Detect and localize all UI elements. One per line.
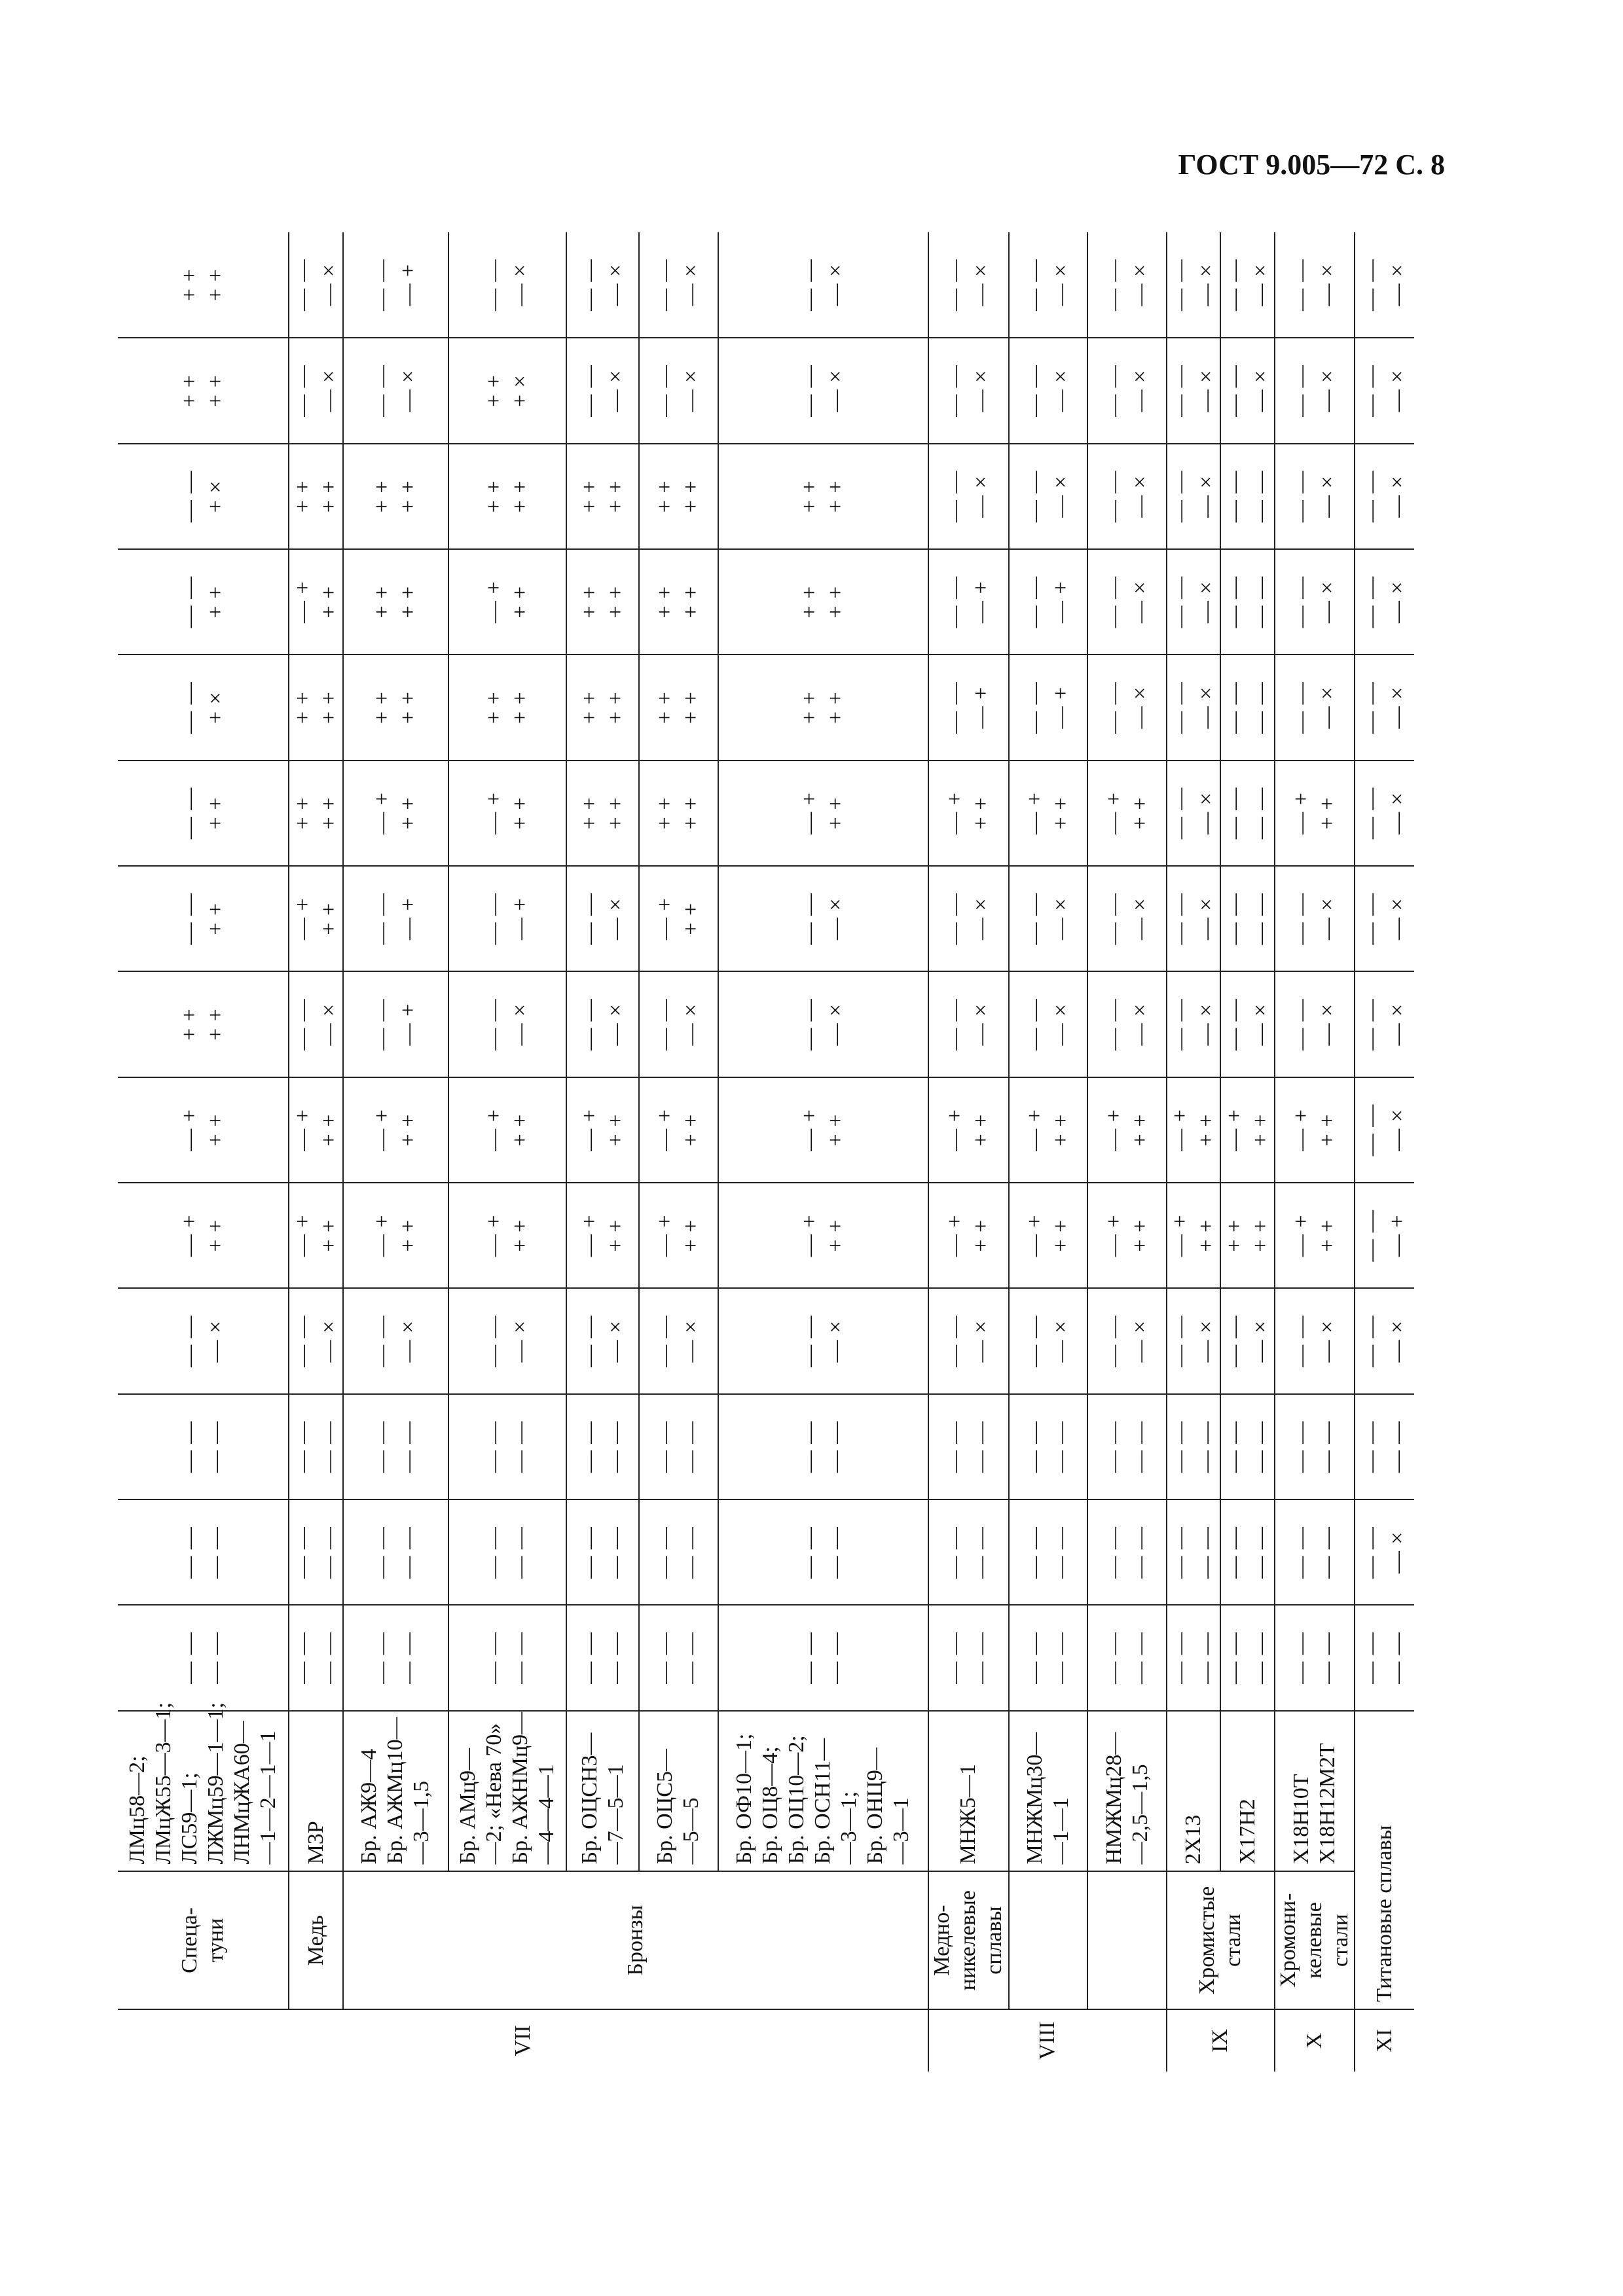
- compatibility-value: — — — —: [1275, 1605, 1355, 1711]
- table-row: [448, 232, 567, 2072]
- compatibility-value: — — — +: [343, 866, 448, 971]
- compatibility-value: — — — ×: [1167, 971, 1220, 1077]
- grade-line: Бр. ОСН11—: [811, 1738, 835, 1865]
- compatibility-value: — — — ×: [1355, 866, 1414, 971]
- compatibility-value: + + + +: [448, 444, 567, 549]
- grade-line: ЛМц58—2;: [125, 1755, 150, 1865]
- compatibility-value: — — — ×: [1220, 1288, 1274, 1393]
- compatibility-value: — + + +: [718, 1183, 929, 1288]
- grade-line: Бр. ОНЦ9—: [863, 1748, 888, 1865]
- grade-line: Бр. АЖ9—4: [357, 1748, 382, 1865]
- compatibility-value: — + + +: [1275, 1183, 1355, 1288]
- compatibility-value: — — — ×: [1167, 866, 1220, 971]
- compatibility-value: + + + +: [448, 655, 567, 760]
- grade-line: М3Р: [303, 1821, 328, 1865]
- compatibility-value: + + + +: [118, 971, 289, 1077]
- grade-line: —1—1: [1049, 1797, 1074, 1865]
- compatibility-value: — — — ×: [1167, 549, 1220, 655]
- compatibility-value: — — — ×: [1355, 1077, 1414, 1183]
- grade-cell: [1009, 1711, 1088, 1872]
- compatibility-value: — + + +: [1167, 1183, 1220, 1288]
- compatibility-value: — — — —: [928, 1394, 1009, 1499]
- compatibility-value: + + + +: [118, 338, 289, 443]
- compatibility-value: — + + +: [1009, 1077, 1088, 1183]
- grade-line: Бр. ОЦСН3—: [577, 1732, 602, 1865]
- compatibility-value: — + + +: [1009, 761, 1088, 866]
- compatibility-value: — — — +: [1009, 549, 1088, 655]
- compatibility-value: — — — —: [718, 1605, 929, 1711]
- grade-line: ЛС59—1;: [177, 1772, 202, 1865]
- compatibility-value: — — — ×: [448, 971, 567, 1077]
- compatibility-value: — — — —: [1275, 1499, 1355, 1605]
- compatibility-value: — — — +: [928, 655, 1009, 760]
- compatibility-value: — — — ×: [1087, 1288, 1167, 1393]
- compatibility-value: — — — —: [1009, 1499, 1088, 1605]
- grade-cell: [1167, 1711, 1220, 1872]
- compatibility-value: — — — ×: [1275, 444, 1355, 549]
- grade-line: ЛНМцЖА60—: [230, 1721, 255, 1865]
- compatibility-value: — — — —: [448, 1394, 567, 1499]
- compatibility-value: — — + ×: [118, 655, 289, 760]
- compatibility-value: — — — —: [1167, 1394, 1220, 1499]
- material-cell: [1009, 1871, 1088, 2009]
- compatibility-value: — — — ×: [566, 338, 639, 443]
- compatibility-value: + + + +: [566, 655, 639, 760]
- material-cell: Медно- никелевые сплавы: [928, 1871, 1009, 2009]
- compatibility-value: — — — —: [1220, 444, 1274, 549]
- compatibility-value: — — — ×: [1087, 232, 1167, 338]
- grade-line: Х18Н10Т: [1289, 1774, 1314, 1865]
- compatibility-value: + + + +: [566, 444, 639, 549]
- compatibility-value: — — — —: [1220, 1394, 1274, 1499]
- compatibility-value: — + + +: [718, 761, 929, 866]
- compatibility-value: — — — ×: [1355, 232, 1414, 338]
- grade-line: Бр. АЖНМц9—: [507, 1712, 532, 1865]
- compatibility-value: — + + +: [928, 1183, 1009, 1288]
- table-row: [289, 232, 342, 2072]
- compatibility-value: — — — ×: [718, 338, 929, 443]
- compatibility-value: — — — ×: [1355, 1288, 1414, 1393]
- compatibility-value: — — — ×: [289, 232, 342, 338]
- group-cell: X: [1275, 2009, 1355, 2072]
- grade-line: МНЖ5—1: [956, 1764, 981, 1865]
- compatibility-value: — — — +: [343, 232, 448, 338]
- compatibility-value: + + + +: [289, 444, 342, 549]
- compatibility-value: + + + +: [566, 549, 639, 655]
- compatibility-value: — + + +: [1220, 1077, 1274, 1183]
- compatibility-value: — — — —: [1355, 1394, 1414, 1499]
- compatibility-value: — — — ×: [928, 866, 1009, 971]
- compatibility-value: — + + +: [718, 1077, 929, 1183]
- grade-line: Бр. АЖМц10—: [383, 1717, 408, 1865]
- grade-cell: [118, 1702, 289, 1872]
- compatibility-value: — — — —: [343, 1605, 448, 1711]
- compatibility-value: + + + +: [639, 444, 718, 549]
- compatibility-value: — — — ×: [1355, 1499, 1414, 1605]
- compatibility-value: + + + +: [289, 655, 342, 760]
- compatibility-value: + + + +: [289, 761, 342, 866]
- compatibility-value: — — — ×: [1355, 761, 1414, 866]
- compatibility-value: + + + +: [718, 549, 929, 655]
- compatibility-value: — — — —: [1087, 1499, 1167, 1605]
- compatibility-value: — — — ×: [289, 1288, 342, 1393]
- compatibility-value: — — — —: [118, 1394, 289, 1499]
- material-cell: Спеца- туни: [118, 1871, 289, 2009]
- table-row: [118, 232, 289, 2072]
- compatibility-value: — + + +: [1275, 1077, 1355, 1183]
- compatibility-value: — + + +: [448, 1183, 567, 1288]
- grade-line: 2Х13: [1181, 1814, 1206, 1865]
- compatibility-value: — + + +: [566, 1077, 639, 1183]
- compatibility-value: + + + +: [639, 761, 718, 866]
- compatibility-value: — — — ×: [718, 866, 929, 971]
- page-header: ГОСТ 9.005—72 С. 8: [1178, 149, 1445, 181]
- table-row: [1355, 232, 1414, 2072]
- compatibility-value: — — — ×: [343, 338, 448, 443]
- compatibility-value: + + + +: [343, 444, 448, 549]
- compatibility-value: — — — ×: [718, 232, 929, 338]
- grade-line: ЛМцЖ55—3—1;: [151, 1702, 176, 1865]
- compatibility-value: — — — ×: [1275, 866, 1355, 971]
- table-row: [343, 232, 448, 2072]
- compatibility-value: — — — ×: [639, 232, 718, 338]
- compatibility-value: — — — —: [718, 1394, 929, 1499]
- compatibility-value: — — — ×: [928, 444, 1009, 549]
- compatibility-value: — + + +: [448, 549, 567, 655]
- compatibility-value: — — — ×: [1087, 338, 1167, 443]
- compatibility-value: — + + +: [289, 1183, 342, 1288]
- compatibility-value: — — — —: [1009, 1394, 1088, 1499]
- compatibility-value: + + + +: [718, 444, 929, 549]
- compatibility-value: — + + +: [1087, 1077, 1167, 1183]
- grade-line: —7—5—1: [603, 1764, 628, 1865]
- compatibility-value: — — — ×: [1167, 444, 1220, 549]
- table-row: [1009, 232, 1088, 2072]
- table-row: [1167, 232, 1220, 2072]
- table-row: [718, 232, 929, 2072]
- compatibility-value: + + + +: [343, 549, 448, 655]
- compatibility-value: — — — —: [343, 1394, 448, 1499]
- table-row: [639, 232, 718, 2072]
- compatibility-value: — — — ×: [639, 1288, 718, 1393]
- compatibility-value: — — — ×: [1009, 338, 1088, 443]
- compatibility-value: — — — ×: [1220, 338, 1274, 443]
- compatibility-value: — + + +: [639, 1077, 718, 1183]
- compatibility-value: — — — —: [1275, 1394, 1355, 1499]
- compatibility-value: — — — —: [1087, 1394, 1167, 1499]
- compatibility-value: — — — —: [448, 1605, 567, 1711]
- compatibility-value: — — — —: [639, 1394, 718, 1499]
- compatibility-value: — — — ×: [1167, 655, 1220, 760]
- compatibility-value: — — — ×: [928, 338, 1009, 443]
- grade-line: —2,5—1,5: [1127, 1764, 1152, 1865]
- compatibility-value: — — — ×: [566, 971, 639, 1077]
- compatibility-value: — + + +: [343, 1077, 448, 1183]
- grade-cell: [928, 1711, 1009, 1872]
- material-cell: Медь: [289, 1871, 342, 2009]
- group-cell: IX: [1167, 2009, 1275, 2072]
- compatibility-value: — — — ×: [1087, 866, 1167, 971]
- compatibility-value: — — — ×: [1275, 655, 1355, 760]
- grade-line: —4—4—1: [534, 1764, 558, 1865]
- compatibility-value: — — — ×: [718, 1288, 929, 1393]
- table-body: [118, 232, 1414, 2072]
- grade-cell: [639, 1711, 718, 1872]
- compatibility-value: — — — ×: [566, 866, 639, 971]
- grade-line: Бр. ОЦ8—4;: [758, 1746, 783, 1865]
- compatibility-value: — — — ×: [1009, 1288, 1088, 1393]
- compatibility-value: — + + +: [343, 761, 448, 866]
- compatibility-value: + + + ×: [448, 338, 567, 443]
- compatibility-value: — — — ×: [1220, 232, 1274, 338]
- grade-line: —3—1;: [837, 1791, 862, 1865]
- compatibility-value: — + + +: [1009, 1183, 1088, 1288]
- compatibility-value: — — — ×: [1355, 338, 1414, 443]
- compatibility-value: — — — ×: [1087, 444, 1167, 549]
- compatibility-value: — + + +: [1087, 1183, 1167, 1288]
- grade-cell: [566, 1711, 639, 1872]
- compatibility-value: — — — —: [566, 1605, 639, 1711]
- compatibility-value: — — — —: [566, 1499, 639, 1605]
- compatibility-value: + + + +: [639, 549, 718, 655]
- grade-line: Бр. ОЦ10—2;: [784, 1735, 809, 1865]
- grade-line: Х17Н2: [1235, 1799, 1260, 1865]
- compatibility-value: — — — ×: [1355, 444, 1414, 549]
- compatibility-value: — — — —: [1220, 655, 1274, 760]
- grade-line: Бр. ОЦС5—: [653, 1749, 678, 1865]
- grade-line: Бр. ОФ10—1;: [732, 1733, 757, 1865]
- compatibility-value: — — — +: [928, 549, 1009, 655]
- material-cell: Хромистые стали: [1167, 1871, 1275, 2009]
- compatibility-value: — — — —: [928, 1499, 1009, 1605]
- compatibility-value: — — — —: [928, 1605, 1009, 1711]
- compatibility-value: — — — ×: [1087, 549, 1167, 655]
- compatibility-value: + + + +: [639, 655, 718, 760]
- compatibility-value: — — — +: [343, 971, 448, 1077]
- compatibility-value: — — — ×: [1167, 761, 1220, 866]
- grade-line: НМЖМц28—: [1101, 1732, 1126, 1865]
- grade-cell: [718, 1711, 929, 1872]
- material-cell: [1087, 1871, 1167, 2009]
- compatibility-value: — — — ×: [448, 232, 567, 338]
- compatibility-value: — — — +: [1009, 655, 1088, 760]
- compatibility-value: — + + +: [118, 1183, 289, 1288]
- compatibility-value: — + + +: [928, 761, 1009, 866]
- compatibility-value: — + + +: [289, 1077, 342, 1183]
- table-row: [1087, 232, 1167, 2072]
- compatibility-value: — — — ×: [1275, 549, 1355, 655]
- material-cell: Бронзы: [343, 1871, 928, 2009]
- compatibility-value: — — — ×: [1087, 971, 1167, 1077]
- compatibility-value: — — + +: [118, 549, 289, 655]
- compatibility-value: — — — —: [1220, 866, 1274, 971]
- grade-line: ЛЖМц59—1—1;: [204, 1702, 228, 1865]
- compatibility-value: — — — —: [1220, 1605, 1274, 1711]
- compatibility-value: — — — ×: [928, 1288, 1009, 1393]
- compatibility-value: — — — ×: [1087, 655, 1167, 760]
- compatibility-value: — — — —: [1220, 1499, 1274, 1605]
- compatibility-value: — — — —: [566, 1394, 639, 1499]
- compatibility-value: — — — —: [718, 1499, 929, 1605]
- compatibility-value: — + + +: [289, 866, 342, 971]
- compatibility-value: + + + +: [177, 268, 228, 302]
- group-cell: XI: [1355, 2009, 1414, 2072]
- grade-line: Бр. АМц9—: [455, 1748, 480, 1865]
- compatibility-value: — — — ×: [639, 338, 718, 443]
- compatibility-value: — — — ×: [1009, 232, 1088, 338]
- compatibility-value: — — — ×: [1167, 1288, 1220, 1393]
- compatibility-value: — — — ×: [1355, 549, 1414, 655]
- compatibility-value: — — — ×: [1167, 338, 1220, 443]
- compatibility-value: — — — ×: [1220, 971, 1274, 1077]
- compatibility-value: — — — —: [289, 1499, 342, 1605]
- compatibility-value: — — — ×: [289, 971, 342, 1077]
- compatibility-value: — + + +: [566, 1183, 639, 1288]
- group-cell: VII: [118, 2009, 928, 2072]
- compatibility-value: — — + +: [118, 866, 289, 971]
- compatibility-value: — — — —: [639, 1499, 718, 1605]
- compatibility-value: — — — ×: [1275, 232, 1355, 338]
- compatibility-value: + + + +: [718, 655, 929, 760]
- compatibility-value: — — — ×: [566, 1288, 639, 1393]
- grade-cell: [448, 1711, 567, 1872]
- grade-line: Х18Н12М2Т: [1315, 1743, 1340, 1865]
- compatibility-value: — — — +: [1355, 1183, 1414, 1288]
- compatibility-value: — — — —: [448, 1499, 567, 1605]
- compatibility-value: — + + +: [1167, 1077, 1220, 1183]
- compatibility-value: — — — —: [639, 1605, 718, 1711]
- compatibility-value: — + + +: [639, 1183, 718, 1288]
- compatibility-value: — — — ×: [566, 232, 639, 338]
- compatibility-value: — — — —: [289, 1394, 342, 1499]
- compatibility-value: — — — ×: [289, 338, 342, 443]
- grade-cell: [289, 1711, 342, 1872]
- compatibility-value: — — — ×: [1167, 232, 1220, 338]
- compatibility-value: — — — —: [1355, 1605, 1414, 1711]
- compatibility-value: — — — —: [1220, 549, 1274, 655]
- compatibility-value: — + + +: [118, 1077, 289, 1183]
- compatibility-value: — — — —: [118, 1605, 289, 1711]
- compatibility-value: — — — —: [1087, 1605, 1167, 1711]
- grade-line: —1—2—1—1: [256, 1731, 281, 1865]
- grade-line: —5—5: [679, 1797, 704, 1865]
- compatibility-value: — — — —: [1167, 1499, 1220, 1605]
- compatibility-table-wrapper: [118, 232, 1414, 2072]
- compatibility-value: — — — ×: [1275, 971, 1355, 1077]
- material-cell: Титановые сплавы: [1355, 1711, 1414, 2009]
- grade-line: —3—1: [889, 1797, 914, 1865]
- compatibility-value: — + + +: [639, 866, 718, 971]
- compatibility-value: — + + +: [448, 761, 567, 866]
- compatibility-value: + + + +: [343, 655, 448, 760]
- compatibility-value: — — — +: [448, 866, 567, 971]
- compatibility-value: + + + +: [1220, 1183, 1274, 1288]
- compatibility-value: — — — ×: [1009, 866, 1088, 971]
- compatibility-value: — — — ×: [639, 971, 718, 1077]
- compatibility-value: — — — —: [289, 1605, 342, 1711]
- compatibility-value: — — — ×: [1009, 971, 1088, 1077]
- table-row: [928, 232, 1009, 2072]
- compatibility-value: — — — —: [1009, 1605, 1088, 1711]
- compatibility-value: — — — —: [343, 1499, 448, 1605]
- compatibility-value: — + + +: [1275, 761, 1355, 866]
- compatibility-value: — + + +: [343, 1183, 448, 1288]
- grade-cell: [1087, 1711, 1167, 1872]
- compatibility-value: — + + +: [1087, 761, 1167, 866]
- table-row: [1275, 232, 1355, 2072]
- table-row: [566, 232, 639, 2072]
- compatibility-value: + + + +: [566, 761, 639, 866]
- compatibility-value: — — — ×: [118, 1288, 289, 1393]
- compatibility-value: — + + +: [928, 1077, 1009, 1183]
- compatibility-value: — + + +: [289, 549, 342, 655]
- compatibility-value: — — — ×: [448, 1288, 567, 1393]
- grade-line: —3—1,5: [409, 1780, 434, 1865]
- grade-line: —2; «Нева 70»: [481, 1723, 506, 1865]
- compatibility-value: — — — ×: [343, 1288, 448, 1393]
- compatibility-value: — — + +: [118, 761, 289, 866]
- grade-line: МНЖМц30—: [1023, 1732, 1048, 1865]
- material-cell: Хромони- келевые стали: [1275, 1871, 1355, 2009]
- compatibility-value: — — — —: [1167, 1605, 1220, 1711]
- group-cell: VIII: [928, 2009, 1167, 2072]
- compatibility-value: — — + ×: [118, 444, 289, 549]
- compatibility-value: — — — ×: [718, 971, 929, 1077]
- table-row: [1220, 232, 1274, 2072]
- grade-cell: [1275, 1711, 1355, 1872]
- grade-cell: [1220, 1711, 1274, 1872]
- compatibility-value: — — — ×: [1355, 971, 1414, 1077]
- compatibility-value: — — — ×: [1009, 444, 1088, 549]
- compatibility-value: — — — —: [118, 1499, 289, 1605]
- compatibility-value: — — — ×: [1275, 338, 1355, 443]
- compatibility-value: — + + +: [448, 1077, 567, 1183]
- compatibility-value: — — — ×: [1355, 655, 1414, 760]
- compatibility-table: [118, 232, 1414, 2072]
- compatibility-value: — — — —: [1220, 761, 1274, 866]
- grade-cell: [343, 1711, 448, 1872]
- compatibility-value: — — — ×: [928, 971, 1009, 1077]
- compatibility-value: — — — ×: [1275, 1288, 1355, 1393]
- compatibility-value: — — — ×: [928, 232, 1009, 338]
